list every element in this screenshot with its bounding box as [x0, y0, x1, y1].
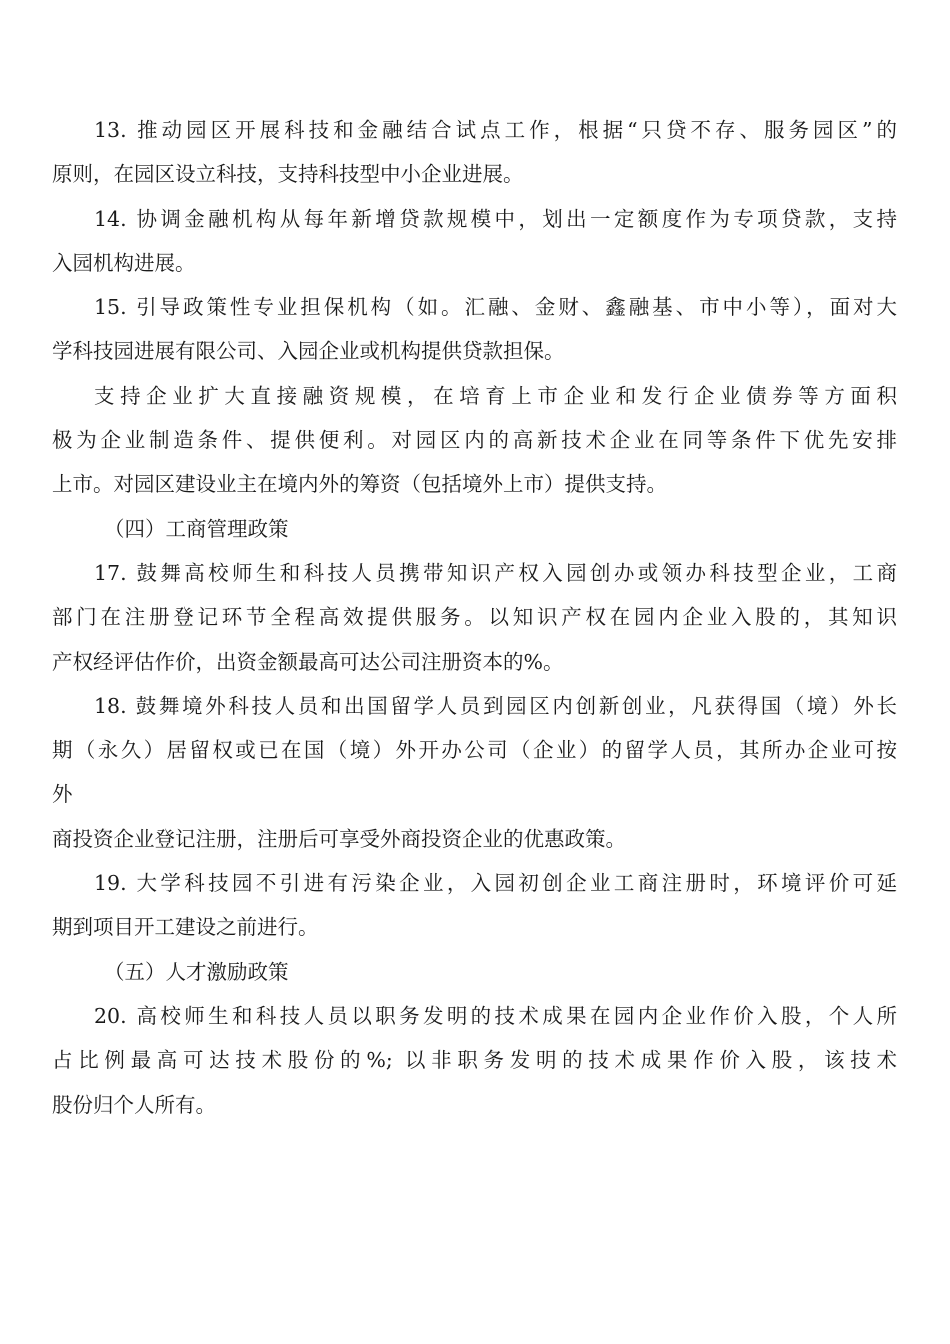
paragraph-14-line-1: 14. 协调金融机构从每年新增贷款规模中，划出一定额度作为专项贷款，支持 [94, 206, 897, 231]
paragraph-20-line-1: 20. 高校师生和科技人员以职务发明的技术成果在园内企业作价入股，个人所 [94, 1003, 897, 1028]
section-heading-4: （四）工商管理政策 [104, 516, 289, 541]
document-body [52, 108, 897, 1127]
section-heading-5: （五）人才激励政策 [104, 959, 289, 984]
paragraph-19-line-1: 19. 大学科技园不引进有污染企业，入园初创企业工商注册时，环境评价可延 [94, 871, 897, 896]
paragraph-14-line-2: 入园机构进展。 [52, 250, 196, 275]
paragraph-18-line-1: 18. 鼓舞境外科技人员和出国留学人员到园区内创新创业，凡获得国（境）外长 [94, 693, 897, 718]
paragraph-16-line-2: 极为企业制造条件、提供便利。对园区内的高新技术企业在同等条件下优先安排 [52, 428, 897, 453]
paragraph-18-line-4: 商投资企业登记注册，注册后可享受外商投资企业的优惠政策。 [52, 826, 626, 851]
paragraph-15-line-1: 15. 引导政策性专业担保机构（如。汇融、金财、鑫融基、市中小等），面对大 [94, 295, 897, 320]
paragraph-18-line-2: 期（永久）居留权或已在国（境）外开办公司（企业）的留学人员，其所办企业可按 [52, 738, 897, 763]
paragraph-16-line-1: 支持企业扩大直接融资规模，在培育上市企业和发行企业债券等方面积 [94, 383, 897, 408]
paragraph-16-line-3: 上市。对园区建设业主在境内外的筹资（包括境外上市）提供支持。 [52, 472, 667, 497]
paragraph-19-line-2: 期到项目开工建设之前进行。 [52, 915, 319, 940]
paragraph-17-line-2: 部门在注册登记环节全程高效提供服务。以知识产权在园内企业入股的，其知识 [52, 605, 897, 630]
paragraph-13-line-2: 原则，在园区设立科技，支持科技型中小企业进展。 [52, 162, 524, 187]
paragraph-17-line-3: 产权经评估作价，出资金额最高可达公司注册资本的%。 [52, 649, 564, 674]
paragraph-18-line-3: 外 [52, 782, 73, 807]
paragraph-20-line-2: 占比例最高可达技术股份的%; 以非职务发明的技术成果作价入股，该技术 [52, 1048, 897, 1073]
paragraph-17-line-1: 17. 鼓舞高校师生和科技人员携带知识产权入园创办或领办科技型企业，工商 [94, 560, 897, 585]
paragraph-15-line-2: 学科技园进展有限公司、入园企业或机构提供贷款担保。 [52, 339, 565, 364]
paragraph-20-line-3: 股份归个人所有。 [52, 1092, 216, 1117]
paragraph-13-line-1: 13. 推动园区开展科技和金融结合试点工作，根据“只贷不存、服务园区”的 [94, 118, 897, 142]
